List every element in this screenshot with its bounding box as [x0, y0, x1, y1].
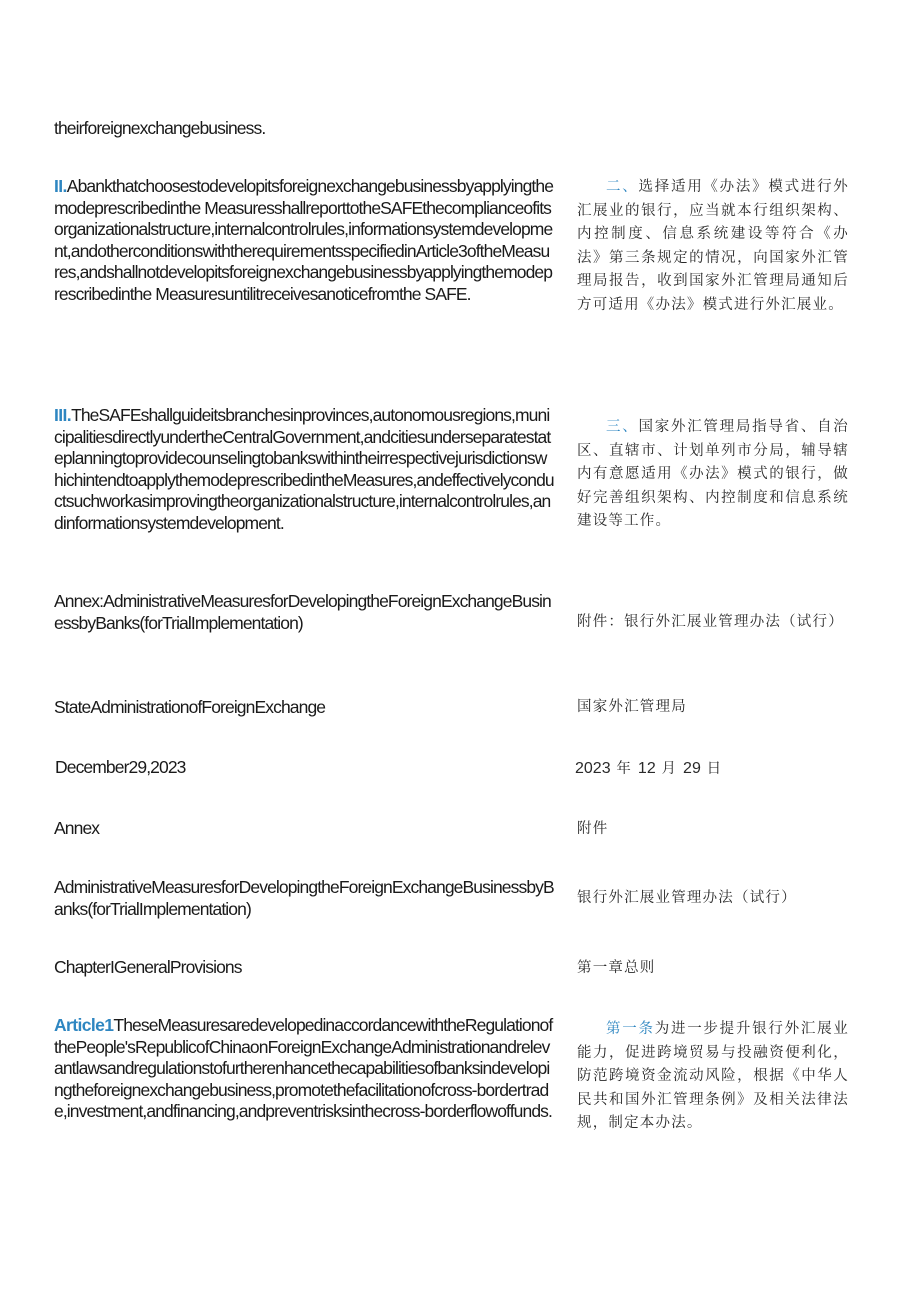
date-zh-day: 29	[683, 760, 701, 777]
issuer-zh: 国家外汇管理局	[577, 699, 687, 715]
section-3-en-number: III.	[54, 405, 72, 425]
section-2-zh-number: 二、	[606, 179, 639, 195]
section-3-zh	[577, 416, 849, 534]
article-1-en	[54, 1015, 554, 1123]
section-3-en	[54, 405, 554, 534]
section-3-zh-number: 三、	[606, 419, 639, 435]
annex-label-en: Annex	[54, 818, 100, 838]
date-zh	[575, 757, 847, 782]
article-1-zh-label: 第一条	[606, 1021, 655, 1037]
date-zh-month-char: 月	[661, 761, 678, 777]
date-en: December29,2023	[55, 757, 186, 777]
article-1-en-body: TheseMeasuresaredevelopedinaccordancewiththeRegulationofthePeople'sRepublicofChinaonForeignExchangeAdministrationandrelevantlawsandregulationstofurtherenhancethecapabilitiesofbanksindevelopingtheforeignexchangebusiness,promotethefacilitationofcross-bordertrade,investment,andfinancing,andpreventrisksinthecross-borderflowoffunds.	[54, 1015, 553, 1121]
date-zh-day-char: 日	[706, 761, 723, 777]
measures-title-en: AdministrativeMeasuresforDevelopingtheForeignExchangeBusinessbyBanks(forTrialImplementation)	[54, 877, 554, 919]
carryover-text: theirforeignexchangebusiness.	[54, 118, 266, 138]
annex-title-en: Annex:AdministrativeMeasuresforDevelopingtheForeignExchangeBusinessbyBanks(forTrialImplementation)	[54, 591, 551, 633]
measures-title-zh: 银行外汇展业管理办法（试行）	[577, 890, 797, 906]
annex-title-zh: 附件：银行外汇展业管理办法（试行）	[577, 614, 844, 630]
chapter-1-heading-zh: 第一章总则	[577, 960, 656, 976]
issuer-en: StateAdministrationofForeignExchange	[54, 697, 326, 717]
section-2-en-body: Abankthatchoosestodevelopitsforeignexchangebusinessbyapplyingthemodeprescribedinthe MeasuresshallreporttotheSAFEthecomplianceofitsorganizationalstructure,internalcontrolrules,informationsystemdevelopment,andotherconditionswiththerequirementsspecifiedinArticle3oftheMeasures,andshallnotdevelopitsforeignexchangebusinessbyapplyingthemodeprescribedinthe Measuresuntilitreceivesanoticefromthe SAFE.	[54, 176, 554, 304]
annex-label-zh: 附件	[577, 821, 609, 837]
section-2-en-number: II.	[54, 176, 67, 196]
date-zh-month: 12	[637, 760, 656, 777]
article-1-zh-body: 为进一步提升银行外汇展业能力，促进跨境贸易与投融资便利化，防范跨境资金流动风险，根据《中华人民共和国外汇管理条例》及相关法律法规，制定本办法。	[577, 1021, 849, 1131]
section-3-en-body: TheSAFEshallguideitsbranchesinprovinces,autonomousregions,municipalitiesdirectlyundertheCentralGovernment,andcitiesunderseparatestateplanningtoprovidecounselingtobankswithintheirrespectivejurisdictionswhichintendtoapplythemodeprescribedintheMeasures,andeffectivelyconductsuchworkasimprovingtheorganizationalstructure,internalcontrolrules,andinformationsystemdevelopment.	[54, 405, 554, 533]
date-zh-year-char: 年	[616, 761, 633, 777]
section-2-en	[54, 176, 554, 305]
article-1-en-label: Article1	[54, 1015, 114, 1035]
date-zh-year: 2023	[575, 760, 611, 777]
section-2-zh	[577, 176, 849, 317]
section-2-zh-body: 选择适用《办法》模式进行外汇展业的银行，应当就本行组织架构、内控制度、信息系统建设等符合《办法》第三条规定的情况，向国家外汇管理局报告，收到国家外汇管理局通知后方可适用《办法》模式进行外汇展业。	[577, 179, 849, 313]
chapter-1-heading-en: ChapterIGeneralProvisions	[54, 957, 242, 977]
article-1-zh	[577, 1018, 849, 1136]
section-3-zh-body: 国家外汇管理局指导省、自治区、直辖市、计划单列市分局，辅导辖内有意愿适用《办法》模式的银行，做好完善组织架构、内控制度和信息系统建设等工作。	[577, 419, 849, 529]
